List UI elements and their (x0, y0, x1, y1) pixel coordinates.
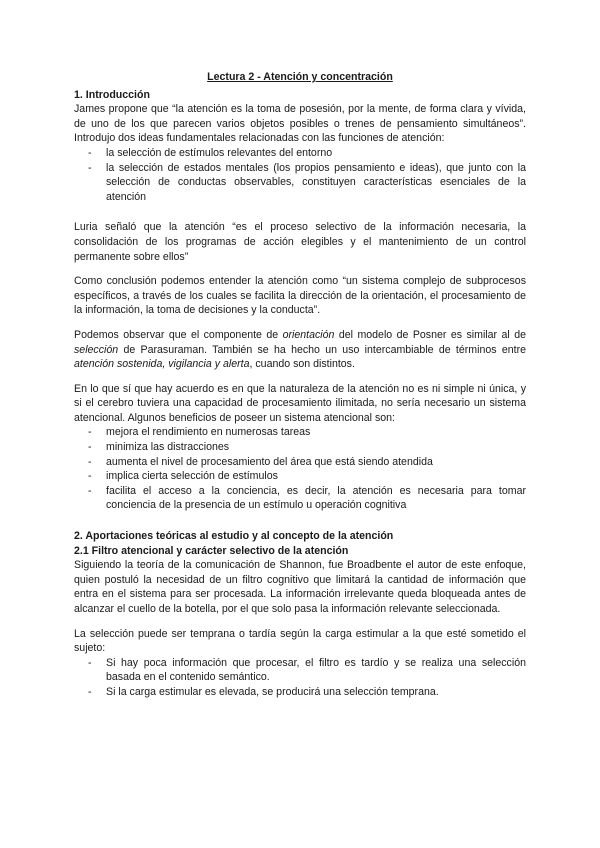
list-item: - Si la carga estimular es elevada, se producirá una selección temprana. (88, 685, 439, 698)
paragraph-luria: Luria señaló que la atención “es el proceso selectivo de la información necesaria, la consolidación de los programas de acción elegibles y el mantenimiento de un control permanente sobre ellos” (74, 221, 526, 263)
bullet-dash: - (88, 426, 92, 439)
bullet-dash: - (88, 146, 92, 159)
list-item: - la selección de estímulos relevantes del entorno (88, 146, 333, 159)
list-item: - aumenta el nivel de procesamiento del área que está siendo atendida (88, 455, 433, 468)
bullet-dash: - (88, 441, 92, 454)
paragraph-broadbent: Siguiendo la teoría de la comunicación de Shannon, fue Broadbente el autor de este enfoque, quien postuló la necesidad de un filtro cognitivo que limitará la cantidad de información que entra en el sistema para ser procesada. La información irrelevante queda bloqueada antes de alcanzar el cuello de la botella, por el que solo pasa la información relevante seleccionada. (74, 559, 526, 615)
bullet-dash: - (88, 455, 92, 468)
bullet-dash: - (88, 685, 92, 698)
term-atencion-sostenida: atención sostenida, vigilancia y alerta (74, 358, 250, 371)
bullet-dash: - (88, 161, 92, 174)
list-item: - la selección de estados mentales (los propios pensamiento e ideas), que junto con la selección de conductas observables, constituyen características esenciales de la atención (88, 161, 526, 203)
list-item: - minimiza las distracciones (88, 441, 230, 454)
subsection-heading-filtro: 2.1 Filtro atencional y carácter selectivo de la atención (74, 544, 349, 557)
paragraph-agreement: En lo que sí que hay acuerdo es en que la naturaleza de la atención no es ni simple ni única, y si el cerebro tuviera una capacidad de procesamiento ilimitada, no sería necesario un sistema atencional. Algunos beneficios de poseer un sistema atencional son: (74, 382, 526, 424)
list-item: - implica cierta selección de estímulos (88, 470, 278, 483)
bullet-dash: - (88, 470, 92, 483)
paragraph-conclusion: Como conclusión podemos entender la atención como “un sistema complejo de subprocesos específicos, a través de los cuales se facilita la dirección de la orientación, el procesamiento de la información, la toma de decisiones y la conducta”. (74, 275, 526, 317)
bullet-dash: - (88, 484, 92, 497)
section-heading-aportaciones: 2. Aportaciones teóricas al estudio y al concepto de la atención (74, 530, 394, 543)
list-benefits (74, 425, 526, 513)
list-selection-cases (74, 656, 526, 700)
paragraph-james: James propone que “la atención es la toma de posesión, por la mente, de forma clara y vívida, de uno de los que parecen varios objetos posibles o trenes de pensamiento simultáneos”. Introdujo dos ideas fundamentales relacionadas con las funciones de atención: (74, 103, 526, 145)
list-item: - facilita el acceso a la conciencia, es decir, la atención es necesaria para tomar conciencia de la presencia de un estímulo u operación cognitiva (88, 484, 526, 512)
bullet-dash: - (88, 656, 92, 669)
document-content (74, 70, 526, 700)
list-item: - Si hay poca información que procesar, el filtro es tardío y se realiza una selección basada en el contenido semántico. (88, 656, 526, 684)
term-seleccion: selección (74, 343, 119, 356)
section-heading-introduccion: 1. Introducción (74, 88, 150, 101)
term-orientacion: orientación (282, 328, 335, 341)
list-attention-functions (74, 146, 526, 204)
document-title: Lectura 2 - Atención y concentración (207, 71, 393, 83)
paragraph-posner: Podemos observar que el componente de orientación del modelo de Posner es similar al de selección de Parasuraman. También se ha hecho un uso intercambiable de términos entre atención sostenida, vigilancia y alerta, cuando son distintos. (74, 328, 526, 371)
paragraph-selection: La selección puede ser temprana o tardía según la carga estimular a la que esté sometido el sujeto: (74, 627, 526, 655)
list-item: - mejora el rendimiento en numerosas tareas (88, 426, 311, 439)
